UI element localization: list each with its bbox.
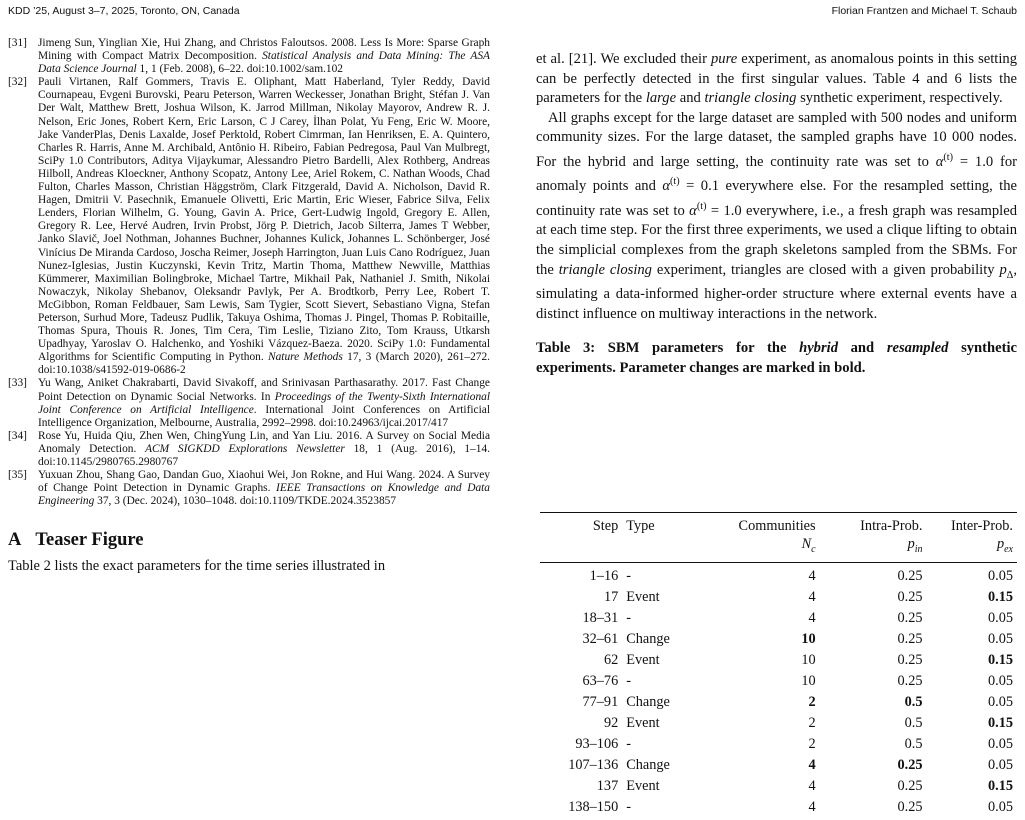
cell-intra: 0.25 <box>897 756 923 773</box>
cell-inter: 0.15 <box>987 651 1013 668</box>
table-row <box>540 776 1017 797</box>
table-row <box>540 562 1017 587</box>
appendix-body: Table 2 lists the exact parameters for the time series illustrated in <box>8 558 386 575</box>
cell-type: Change <box>626 630 670 647</box>
col-header-communities: Communities <box>711 513 820 536</box>
cell-inter: 0.15 <box>987 714 1013 731</box>
cell-type: Event <box>626 588 660 605</box>
reference-venue: Nature Methods <box>268 351 343 364</box>
cell-intra: 0.25 <box>897 588 923 605</box>
reference-number: [34] <box>8 429 27 442</box>
paragraph-sampling: All graphs except for the large dataset are sampled with 500 nodes and uniform community sizes. For the large dataset, the sampled graphs have 10 000 nodes. For the hybrid and large setting, the continuity rate was set to $\alpha^{(t)} = 1.0$ for anomaly points and $\alpha^{(t)} = 0.1$ everywhere else. For the resampled setting, the continuity rate was set to $\alpha^{(t)} = 1.0$ everywhere, i.e., a fresh graph was resampled at each time step. For the first three experiments, we used a clique lifting to obtain the simplicial complexes from the graph skeletons sampled from the SBMs. For the triangle closing experiment, triangles are closed with a given probability $p_\Delta$, simulating a data-informed higher-order structure where external events have a distinct influence on multiway interactions in the network. <box>536 109 1018 322</box>
cell-com: 10 <box>801 651 816 668</box>
table-row <box>540 734 1017 755</box>
cell-com: 4 <box>808 567 816 584</box>
cell-step: 107–136 <box>568 756 619 773</box>
reference-item: [32] Pauli Virtanen, Ralf Gommers, Travis E. Oliphant, Matt Haberland, Tyler Reddy, David Cournapeau, Evgeni Burovski, Pearu Peterson, Warren Weckesser, Jonathan Bright, Stéfan J. Van Der Walt, Matthew Brett, Joshua Wilson, K. Jarrod Millman, Nikolay Mayorov, Andrew R. J. Nelson, Eric Jones, Robert Kern, Eric Larson, C J Carey, İlhan Polat, Yu Feng, Eric W. Moore, Jake VanderPlas, Denis Laxalde, Josef Perktold, Robert Cimrman, Ian Henriksen, E. A. Quintero, Charles R. Harris, Anne M. Archibald, Antônio H. Ribeiro, Fabian Pedregosa, Paul Van Mulbregt, SciPy 1.0 Contributors, Aditya Vijaykumar, Alessandro Pietro Bardelli, Alex Rothberg, Andreas Hilboll, Andreas Kloeckner, Anthony Scopatz, Antony Lee, Ariel Rokem, C. Nathan Woods, Chad Fulton, Charles Masson, Christian Häggström, Clark Fitzgerald, David A. Nicholson, David R. Hagen, Dmitrii V. Pasechnik, Emanuele Olivetti, Eric Martin, Eric Wieser, Fabrice Silva, Felix Lenders, Florian Wilhelm, G. Young, Gavin A. Price, Gert-Ludwig Ingold, Gregory E. Allen, Gregory R. Lee, Hervé Audren, Irvin Probst, Jörg P. Dietrich, Jacob Silterra, James T Webber, Janko Slavič, Joel Nothman, Johannes Buchner, Johannes Kulick, Johannes L. Schönberger, José Vinícius De Miranda Cardoso, Joscha Reimer, Joseph Harrington, Juan Luis Cano Rodríguez, Juan Nunez-Iglesias, Justin Kuczynski, Kevin Tritz, Martin Thoma, Matthew Newville, Matthias Kümmerer, Maximilian Bolingbroke, Michael Tartre, Mikhail Pak, Nathaniel J. Smith, Nikolai Nowaczyk, Nikolay Shebanov, Oleksandr Pavlyk, Per A. Brodtkorb, Perry Lee, Robert T. McGibbon, Roman Feldbauer, Sam Lewis, Sam Tygier, Scott Sievert, Sebastiano Vigna, Stefan Peterson, Surhud More, Tadeusz Pudlik, Takuya Oshima, Thomas J. Pingel, Thomas P. Robitaille, Thomas Spura, Thouis R. Jones, Tim Cera, Tim Leslie, Tiziano Zito, Tom Krauss, Utkarsh Upadhyay, Yaroslav O. Halchenko, and Yoshiki Vázquez-Baeza. 2020. SciPy 1.0: Fundamental Algorithms for Scientific Computing in Python. Nature Methods 17, 3 (March 2020), 261–272. doi:10.1038/s41592-019-0686-2 <box>8 76 490 377</box>
cell-step: 17 <box>603 588 619 605</box>
table-row <box>540 671 1017 692</box>
table-row <box>540 713 1017 734</box>
cell-inter: 0.05 <box>987 672 1013 689</box>
col-header-intra-prob: Intra-Prob. <box>820 513 927 536</box>
cell-type: Change <box>626 756 670 773</box>
table-row <box>540 629 1017 650</box>
col-header-type: Type <box>622 513 710 536</box>
table3-caption: Table 3: SBM parameters for the hybrid and resampled synthetic experiments. Parameter changes are marked in bold. <box>536 340 1018 377</box>
reference-venue: Proceedings of the Twenty-Sixth International Joint Conference on Artificial Intelligence <box>38 390 490 416</box>
appendix-title: Teaser Figure <box>35 530 144 551</box>
cell-intra: 0.25 <box>897 567 923 584</box>
cell-step: 18–31 <box>582 609 619 626</box>
table-row <box>540 692 1017 713</box>
cell-intra: 0.25 <box>897 651 923 668</box>
cell-step: 32–61 <box>582 630 619 647</box>
cell-inter: 0.15 <box>987 777 1013 794</box>
cell-intra: 0.25 <box>897 609 923 626</box>
cell-inter: 0.05 <box>987 756 1013 773</box>
cell-com: 4 <box>808 798 816 815</box>
left-column <box>8 37 490 575</box>
reference-venue: Statistical Analysis and Data Mining: The ASA Data Science Journal <box>38 50 490 76</box>
cell-type: - <box>626 609 631 626</box>
cell-inter: 0.05 <box>987 798 1013 815</box>
reference-list <box>8 37 490 508</box>
cell-type: - <box>626 672 631 689</box>
table3-body <box>540 562 1017 818</box>
cell-step: 92 <box>603 714 619 731</box>
cell-com: 10 <box>801 672 816 689</box>
cell-type: - <box>626 735 631 752</box>
cell-step: 77–91 <box>582 693 619 710</box>
reference-number: [31] <box>8 37 27 49</box>
cell-step: 62 <box>603 651 619 668</box>
paragraph-experiments: et al. [21]. We excluded their pure experiment, as anomalous points in this setting can be perfectly detected in the first singular values. Table 4 and 6 lists the parameters for the large and triangle closing synthetic experiment, respectively. <box>536 51 1017 107</box>
cell-inter: 0.15 <box>987 588 1013 605</box>
table3-symbol-row <box>540 535 1017 562</box>
cell-type: - <box>626 567 631 584</box>
cell-type: Event <box>626 714 660 731</box>
cell-step: 63–76 <box>582 672 619 689</box>
reference-number: [33] <box>8 377 27 390</box>
cell-inter: 0.05 <box>987 630 1013 647</box>
table-row <box>540 587 1017 608</box>
cell-step: 137 <box>596 777 619 794</box>
right-column <box>536 50 1017 378</box>
table-row <box>540 797 1017 818</box>
cell-com: 4 <box>808 588 816 605</box>
reference-item: [31] Jimeng Sun, Yinglian Xie, Hui Zhang, and Christos Faloutsos. 2008. Less Is More: Sparse Graph Mining with Compact Matrix Decomposition. Statistical Analysis and Data Mining: The ASA Data Science Journal 1, 1 (Feb. 2008), 6–22. doi:10.1002/sam.102 <box>8 37 490 76</box>
table-row <box>540 650 1017 671</box>
cell-com: 2 <box>808 693 816 710</box>
cell-type: Event <box>626 651 660 668</box>
symbol-pex: $p_{ex}$ <box>927 535 1017 562</box>
table-row <box>540 755 1017 776</box>
symbol-pin: $p_{in}$ <box>820 535 927 562</box>
reference-venue: IEEE Transactions on Knowledge and Data Engineering <box>38 482 490 508</box>
reference-item: [33] Yu Wang, Aniket Chakrabarti, David Sivakoff, and Srinivasan Parthasarathy. 2017. Fast Change Point Detection on Dynamic Social Networks. In Proceedings of the Twenty-Sixth International Joint Conference on Artificial Intelligence. International Joint Conferences on Artificial Intelligence Organization, Melbourne, Australia, 2992–2998. doi:10.24963/ijcai.2017/417 <box>8 377 490 429</box>
reference-item: [35] Yuxuan Zhou, Shang Gao, Dandan Guo, Xiaohui Wei, Jon Rokne, and Hui Wang. 2024. A Survey of Change Point Detection in Dynamic Graphs. IEEE Transactions on Knowledge and Data Engineering 37, 3 (Dec. 2024), 1030–1048. doi:10.1109/TKDE.2024.3523857 <box>8 469 490 508</box>
cell-inter: 0.05 <box>987 609 1013 626</box>
reference-number: [35] <box>8 469 27 482</box>
cell-inter: 0.05 <box>987 735 1013 752</box>
cell-type: Event <box>626 777 660 794</box>
cell-inter: 0.05 <box>987 693 1013 710</box>
cell-inter: 0.05 <box>987 567 1013 584</box>
cell-type: - <box>626 798 631 815</box>
cell-com: 2 <box>808 714 816 731</box>
cell-com: 10 <box>801 630 816 647</box>
cell-intra: 0.25 <box>897 672 923 689</box>
cell-intra: 0.25 <box>897 630 923 647</box>
appendix-letter: A <box>8 530 22 551</box>
cell-com: 4 <box>808 777 816 794</box>
header-authors: Florian Frantzen and Michael T. Schaub <box>831 5 1017 17</box>
cell-intra: 0.5 <box>904 735 923 752</box>
cell-com: 2 <box>808 735 816 752</box>
reference-number: [32] <box>8 76 27 89</box>
cell-step: 138–150 <box>568 798 619 815</box>
col-header-step: Step <box>540 513 622 536</box>
cell-step: 1–16 <box>589 567 619 584</box>
reference-item: [34] Rose Yu, Huida Qiu, Zhen Wen, ChingYung Lin, and Yan Liu. 2016. A Survey on Social Media Anomaly Detection. ACM SIGKDD Explorations Newsletter 18, 1 (Aug. 2016), 1–14. doi:10.1145/2980765.2980767 <box>8 429 490 468</box>
header-venue: KDD ’25, August 3–7, 2025, Toronto, ON, Canada <box>8 5 240 17</box>
cell-intra: 0.5 <box>904 693 923 710</box>
cell-com: 4 <box>808 609 816 626</box>
cell-intra: 0.25 <box>897 798 923 815</box>
cell-intra: 0.25 <box>897 777 923 794</box>
cell-intra: 0.5 <box>904 714 923 731</box>
symbol-nc: $N_c$ <box>711 535 820 562</box>
running-header <box>8 5 1017 19</box>
cell-step: 93–106 <box>575 735 619 752</box>
cell-type: Change <box>626 693 670 710</box>
col-header-inter-prob: Inter-Prob. <box>927 513 1017 536</box>
appendix-heading <box>8 530 490 551</box>
table-row <box>540 608 1017 629</box>
cell-com: 4 <box>808 756 816 773</box>
reference-venue: ACM SIGKDD Explorations Newsletter <box>145 442 345 455</box>
table3 <box>540 512 1017 818</box>
table3-header-row <box>540 513 1017 536</box>
